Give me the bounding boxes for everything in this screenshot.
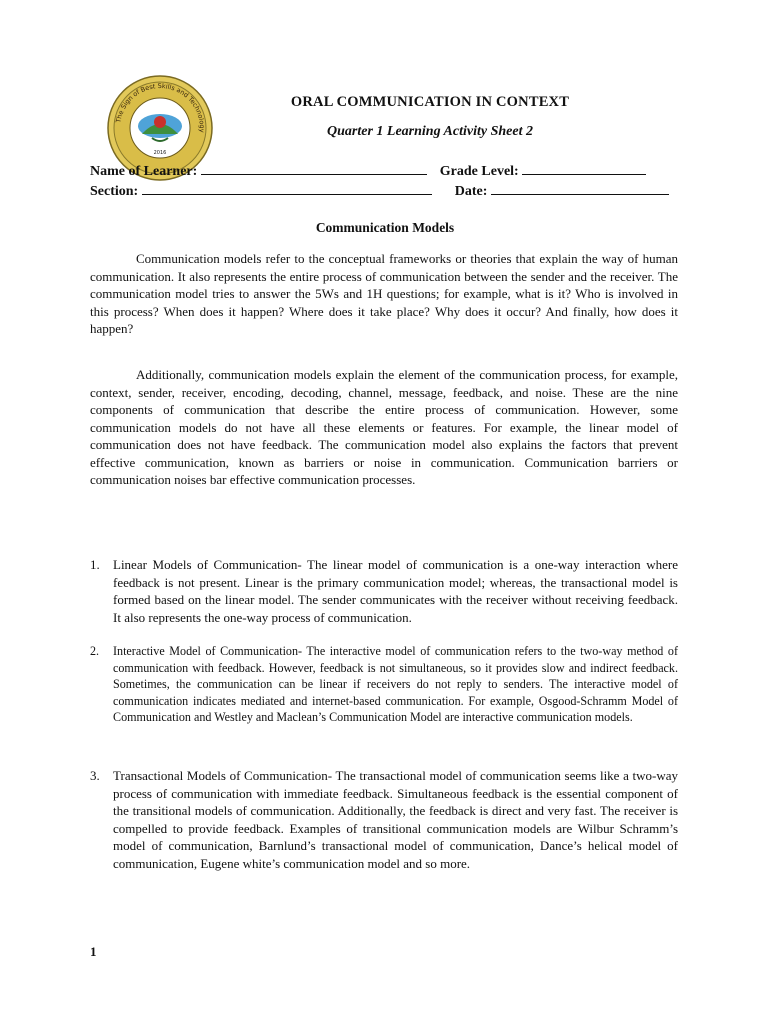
document-subtitle: Quarter 1 Learning Activity Sheet 2 (327, 124, 533, 139)
section-blank[interactable] (142, 182, 432, 195)
list-item (90, 556, 678, 626)
svg-text:The Sign of Best Skills and Te: The Sign of Best Skills and Technology (114, 81, 207, 133)
list-text: Transactional Models of Communication- The transactional model of communication seems like a two-way process of communication with immediate feedback. Simultaneous feedback is the essential component of the transitional models of communication. Additionally, the feedback is direct and very fast. The receiver is compelled to provide feedback. Examples of transitional communication models are Wilbur Schramm’s model of communication, Barnlund’s transactional model of communication, Dance’s helical model of communication, Eugene white’s communication model and so more. (113, 768, 678, 871)
list-number: 2. (90, 644, 100, 658)
grade-label: Grade Level: (439, 164, 519, 179)
document-title: ORAL COMMUNICATION IN CONTEXT (290, 94, 570, 110)
page-number: 1 (90, 944, 97, 959)
name-label: Name of Learner: (90, 164, 198, 179)
list-text: Interactive Model of Communication- The interactive model of communication refers to the two-way method of communication with feedback. However, feedback is not simultaneous, so it provides slow and indirect feedback. Sometimes, the communication can be linear if receivers do not reply to senders. The interactive model of communication indicates mediated and internet-based communication. For example, Osgood-Schramm Model of Communication and Westley and Maclean’s Communication Model are interactive communication models. (113, 644, 678, 724)
list-item (90, 643, 678, 726)
name-blank[interactable] (201, 162, 427, 175)
date-blank[interactable] (491, 182, 669, 195)
list-number: 3. (90, 768, 100, 783)
list-item (90, 767, 678, 872)
svg-text:2016: 2016 (153, 150, 167, 156)
section-heading: Communication Models (315, 220, 455, 235)
date-label: Date: (454, 184, 488, 199)
grade-blank[interactable] (522, 162, 646, 175)
paragraph: Additionally, communication models explain the element of the communication process, for example, context, sender, receiver, encoding, decoding, channel, message, feedback, and noise. These are the nine components of communication that describe the entire process of communication. However, some communication models do not have all these elements or features. For example, the linear model of communication does not have feedback. The communication model also explains the factors that prevent effective communication, known as barriers or noise in communication. Communication barriers or communication noises bar effective communication processes. (90, 367, 678, 487)
learner-info-row (90, 162, 690, 180)
list-text: Linear Models of Communication- The linear model of communication is a one-way interaction where feedback is not present. Linear is the primary communication model; whereas, the transactional model is formed based on the linear model. The sender communicates with the receiver without receiving feedback. It also represents the one-way process of communication. (113, 557, 678, 625)
section-label: Section: (90, 184, 139, 199)
section-date-row (90, 182, 690, 200)
list-number: 1. (90, 557, 100, 572)
paragraph: Communication models refer to the conceptual frameworks or theories that explain the way of human communication. It also represents the entire process of communication between the sender and the receiver. The communication model tries to answer the 5Ws and 1H questions; for example, what is it? Who is involved in this process? When does it happen? Where does it take place? Why does it occur? And finally, how does it happen? (90, 251, 678, 336)
